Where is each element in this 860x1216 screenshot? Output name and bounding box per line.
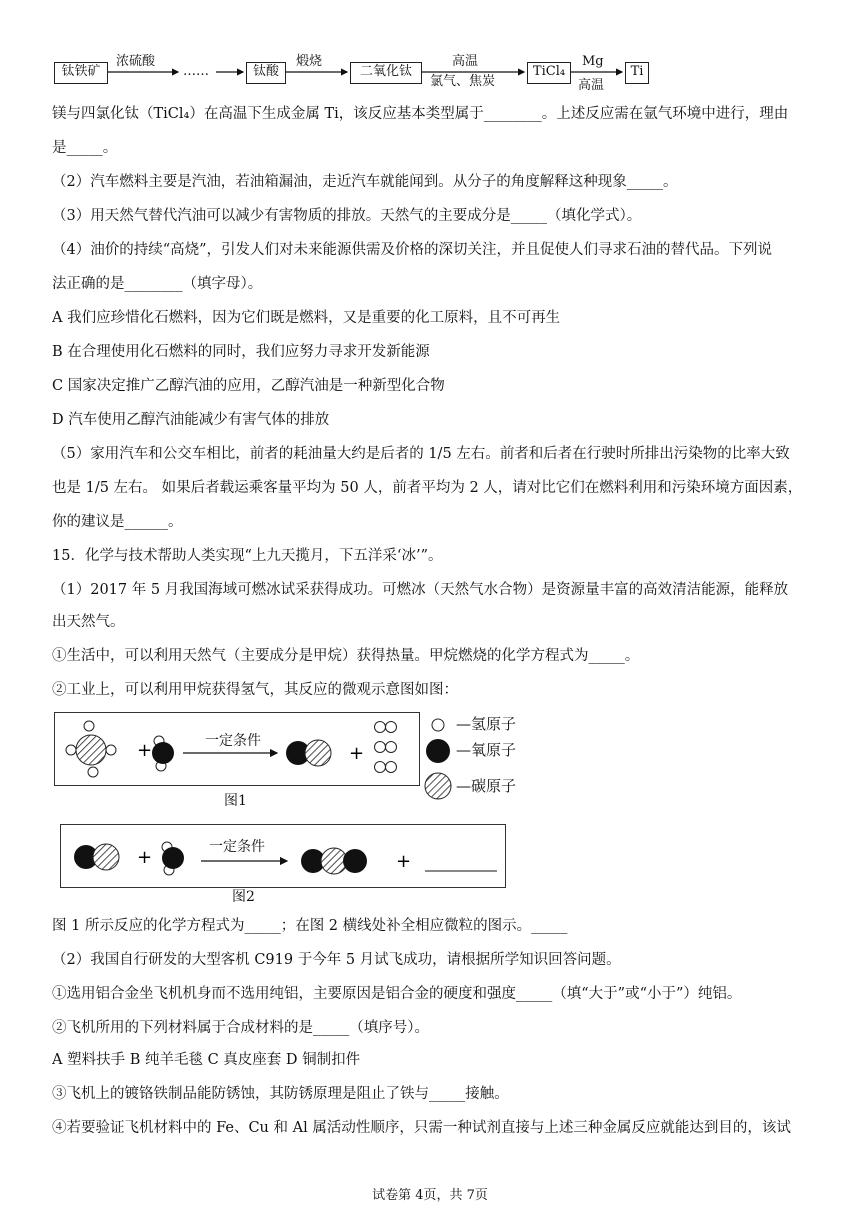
flow-arrow-label: 煅烧 bbox=[296, 54, 323, 69]
svg-text:+: + bbox=[349, 743, 365, 764]
text-line: A 塑料扶手 B 纯羊毛毯 C 真皮座套 D 铜制扣件 bbox=[52, 1052, 361, 1068]
flow-node-ilmenite: 钛铁矿 bbox=[54, 62, 108, 84]
legend-oxygen: —氧原子 bbox=[456, 741, 517, 759]
text-line: ④若要验证飞机材料中的 Fe、Cu 和 Al 属活动性顺序，只需一种试剂直接与上述三种金属反应就能达到目的，该试 bbox=[52, 1120, 791, 1136]
text-line: B 在合理使用化石燃料的同时，我们应努力寻求开发新能源 bbox=[52, 344, 430, 360]
svg-text:+: + bbox=[396, 851, 412, 872]
flow-arrow-label: 高温 bbox=[452, 54, 479, 69]
text-line: 镁与四氯化钛（TiCl₄）在高温下生成金属 Ti，该反应基本类型属于________。上述反应需在氩气环境中进行，理由 bbox=[52, 106, 789, 122]
text-line: ②工业上，可以利用甲烷获得氢气，其反应的微观示意图如图： bbox=[52, 682, 458, 698]
text-line: 你的建议是______。 bbox=[52, 514, 183, 530]
text-line: A 我们应珍惜化石燃料，因为它们既是燃料，又是重要的化工原料，且不可再生 bbox=[52, 310, 561, 326]
flow-arrow-label: 高温 bbox=[578, 78, 605, 93]
text-line: ①生活中，可以利用天然气（主要成分是甲烷）获得热量。甲烷燃烧的化学方程式为_____。 bbox=[52, 648, 640, 664]
figure-1-caption: 图1 bbox=[224, 793, 247, 809]
text-line: C 国家决定推广乙醇汽油的应用，乙醇汽油是一种新型化合物 bbox=[52, 378, 445, 394]
text-line: （2）我国自行研发的大型客机 C919 于今年 5 月试飞成功，请根据所学知识回答问题。 bbox=[52, 952, 621, 968]
text-line: （4）油价的持续“高烧”，引发人们对未来能源供需及价格的深切关注，并且促使人们寻求石油的替代品。下列说 bbox=[52, 242, 773, 258]
figure-1-box bbox=[54, 712, 420, 786]
flow-arrow-label: Mg bbox=[582, 54, 604, 69]
flow-arrows bbox=[0, 0, 860, 100]
page-footer: 试卷第 4页，共 7页 bbox=[372, 1188, 488, 1203]
figure-2-reaction bbox=[61, 825, 505, 887]
oxygen-atom-icon bbox=[152, 742, 174, 764]
text-line: 图 1 所示反应的化学方程式为_____；在图 2 横线处补全相应微粒的图示。_____ bbox=[52, 918, 568, 934]
text-line: 法正确的是________（填字母）。 bbox=[52, 276, 263, 292]
figure-1-condition: 一定条件 bbox=[205, 733, 261, 749]
flow-ellipsis: …… bbox=[183, 64, 209, 79]
legend-hydrogen: —氢原子 bbox=[456, 715, 517, 733]
figure-2-caption: 图2 bbox=[232, 889, 255, 905]
figure-2-condition: 一定条件 bbox=[209, 839, 265, 855]
figure-2-box bbox=[60, 824, 506, 888]
text-line: （3）用天然气替代汽油可以减少有害物质的排放。天然气的主要成分是_____（填化学式）。 bbox=[52, 208, 642, 224]
flow-node-ti: Ti bbox=[625, 62, 649, 84]
svg-text:+: + bbox=[137, 847, 153, 868]
text-line: （5）家用汽车和公交车相比，前者的耗油量大约是后者的 1/5 左右。前者和后者在行驶时所排出污染物的比率大致 bbox=[52, 446, 790, 462]
flow-node-titanic-acid: 钛酸 bbox=[246, 62, 286, 84]
text-line: 15．化学与技术帮助人类实现“上九天揽月，下五洋采‘冰’”。 bbox=[52, 548, 443, 564]
carbon-atom-icon bbox=[76, 735, 106, 765]
figure-1-reaction bbox=[55, 713, 419, 785]
text-line: （2）汽车燃料主要是汽油，若油箱漏油，走近汽车就能闻到。从分子的角度解释这种现象_____。 bbox=[52, 174, 678, 190]
text-line: ③飞机上的镀铬铁制品能防锈蚀，其防锈原理是阻止了铁与_____接触。 bbox=[52, 1086, 509, 1102]
oxygen-atom-icon bbox=[426, 739, 450, 763]
legend-carbon: —碳原子 bbox=[456, 777, 517, 795]
flow-arrow-label: 氯气、焦炭 bbox=[430, 74, 496, 89]
flow-node-ticl4: TiCl₄ bbox=[527, 62, 571, 84]
text-line: D 汽车使用乙醇汽油能减少有害气体的排放 bbox=[52, 412, 330, 428]
text-line: 出天然气。 bbox=[52, 614, 125, 630]
legend-icons bbox=[424, 712, 454, 802]
hydrogen-atom-icon bbox=[432, 719, 444, 731]
text-line: 也是 1/5 左右。 如果后者载运乘客量平均为 50 人，前者平均为 2 人，请对比它们在燃料利用和污染环境方面因素， bbox=[52, 480, 803, 496]
carbon-atom-icon bbox=[425, 773, 451, 799]
text-line: ①选用铝合金坐飞机机身而不选用纯铝，主要原因是铝合金的硬度和强度_____（填“大于”或“小于”）纯铝。 bbox=[52, 986, 742, 1002]
text-line: 是_____。 bbox=[52, 140, 118, 156]
text-line: （1）2017 年 5 月我国海域可燃冰试采获得成功。可燃冰（天然气水合物）是资源量丰富的高效清洁能源，能释放 bbox=[52, 582, 789, 598]
flow-arrow-label: 浓硫酸 bbox=[116, 54, 156, 69]
text-line: ②飞机所用的下列材料属于合成材料的是_____（填序号）。 bbox=[52, 1020, 429, 1036]
flow-node-tio2: 二氧化钛 bbox=[350, 62, 422, 84]
svg-text:+: + bbox=[137, 740, 153, 761]
